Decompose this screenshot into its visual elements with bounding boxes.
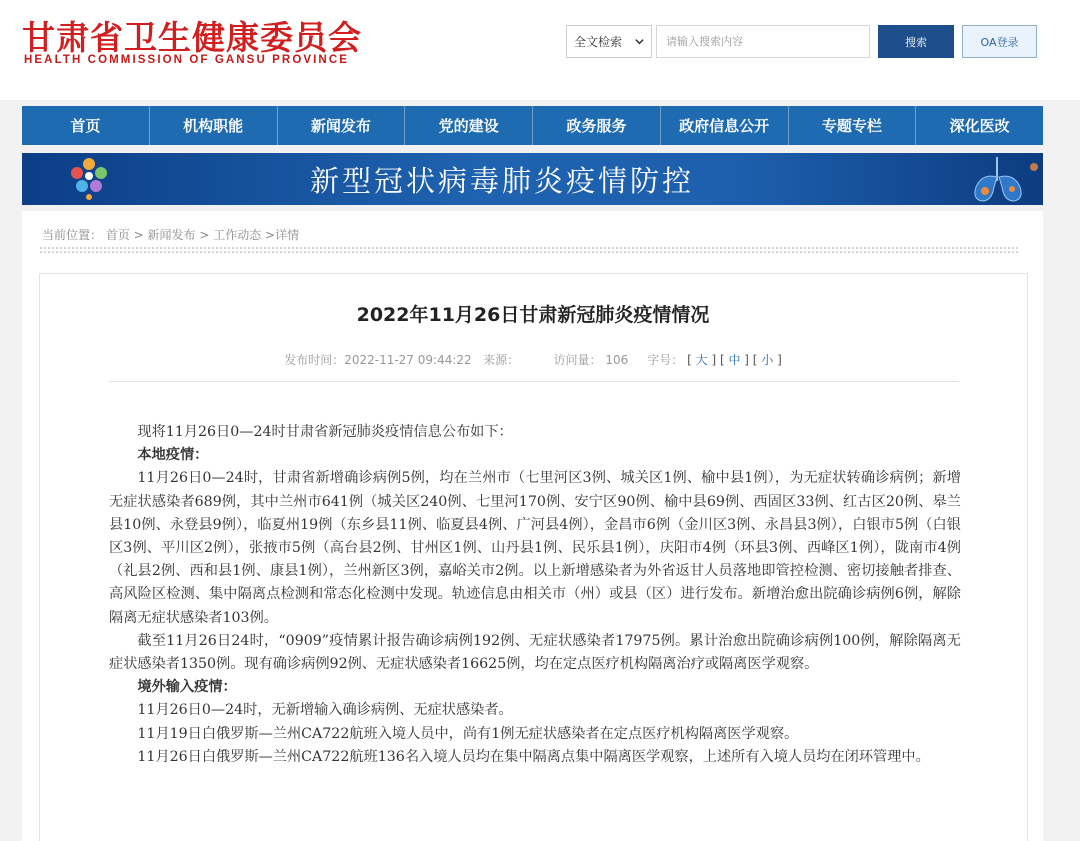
views-label: 访问量： [553,353,602,367]
breadcrumb-label: 当前位置： [42,228,103,242]
search-scope-select[interactable] [566,25,652,58]
lung-illustration-icon [952,153,1043,205]
font-large-link[interactable]: 大 [695,353,708,367]
views-count: 106 [605,353,629,367]
title-divider [109,381,959,382]
dotted-divider [39,246,1018,254]
chevron-down-icon [634,36,645,47]
article-paragraph: 11月19日白俄罗斯—兰州CA722航班入境人员中，尚有1例无症状感染者在定点医疗机构隔离医学观察。 [137,725,799,742]
article-paragraph: 11月26日0—24时，甘肃省新增确诊病例5例，均在兰州市（七里河区3例、城关区1例、榆中县1例），为无症状转确诊病例；新增无症状感染者689例，其中兰州市641例（城关区240例、七里河170例、安宁区90例、榆中县69例、西固区33例、红古区20例、皋兰县10例、永登县9例），临夏州19例（东乡县11例、临夏县4例、广河县4例），金昌市6例（金川区3例、永昌县3例），白银市5例（白银区3例、平川区2例），张掖市5例（高台县2例、甘州区1例、山丹县1例、民乐县1例），庆阳市4例（环县3例、西峰区1例），陇南市4例（礼县2例、西和县1例、康县1例），兰州新区3例，嘉峪关市2例。以上新增感染者为外省返甘人员落地即管控检测、密切接触者排查、高风险区检测、集中隔离点检测和常态化检测中发现。轨迹信息由相关市（州）或县（区）进行发布。新增治愈出院确诊病例6例，解除隔离无症状感染者103例。 [109,470,961,626]
covid-banner[interactable] [22,153,1043,205]
main-nav [22,106,1043,145]
article-paragraph: 现将11月26日0—24时甘肃省新冠肺炎疫情信息公布如下： [137,424,513,440]
fontsize-controls: [ 大 ] [ 中 ] [ 小 ] [687,353,782,367]
font-small-link[interactable]: 小 [761,353,774,367]
nav-item-party[interactable]: 党的建设 [405,106,533,145]
article-paragraph: 截至11月26日24时，“0909”疫情累计报告确诊病例192例、无症状感染者17975例。累计治愈出院确诊病例100例，解除隔离无症状感染者1350例。现有确诊病例92例、无症状感染者16625例，均在定点医疗机构隔离治疗或隔离医学观察。 [109,632,961,673]
nav-item-disclosure[interactable]: 政府信息公开 [661,106,789,145]
nav-item-home[interactable]: 首页 [22,106,150,145]
site-logo-title[interactable]: 甘肃省卫生健康委员会 [22,18,362,57]
article-meta [0,351,1066,368]
section-heading-local: 本地疫情： [137,447,209,464]
article-paragraph: 11月26日白俄罗斯—兰州CA722航班136名入境人员均在集中隔离点集中隔离医学观察，上述所有入境人员均在闭环管理中。 [137,748,930,765]
article-title: 2022年11月26日甘肃新冠肺炎疫情情况 [356,304,710,326]
nav-item-topics[interactable]: 专题专栏 [789,106,917,145]
section-heading-imported: 境外输入疫情： [137,679,237,696]
site-header [0,0,1080,100]
article-paragraph: 11月26日0—24时，无新增输入确诊病例、无症状感染者。 [137,702,513,719]
article-body [109,421,961,769]
site-logo-subtitle: HEALTH COMMISSION OF GANSU PROVINCE [24,54,350,66]
nav-item-news[interactable]: 新闻发布 [278,106,406,145]
nav-item-services[interactable]: 政务服务 [533,106,661,145]
font-medium-link[interactable]: 中 [728,353,741,367]
fontsize-label: 字号： [647,353,684,367]
search-button[interactable]: 搜索 [878,25,954,58]
publish-label: 发布时间： [284,353,345,367]
publish-time: 2022-11-27 09:44:22 [344,353,472,367]
search-scope-value: 全文检索 [574,35,623,49]
source-label: 来源： [483,353,520,367]
search-input[interactable] [656,25,870,58]
nav-item-functions[interactable]: 机构职能 [150,106,278,145]
oa-login-button[interactable]: OA登录 [962,25,1037,58]
breadcrumb-path[interactable]: 首页 > 新闻发布 > 工作动态 >详情 [105,228,300,242]
breadcrumb [42,226,299,243]
flower-logo-icon [54,155,124,203]
nav-item-reform[interactable]: 深化医改 [949,117,1010,135]
banner-title: 新型冠状病毒肺炎疫情防控 [310,164,695,198]
